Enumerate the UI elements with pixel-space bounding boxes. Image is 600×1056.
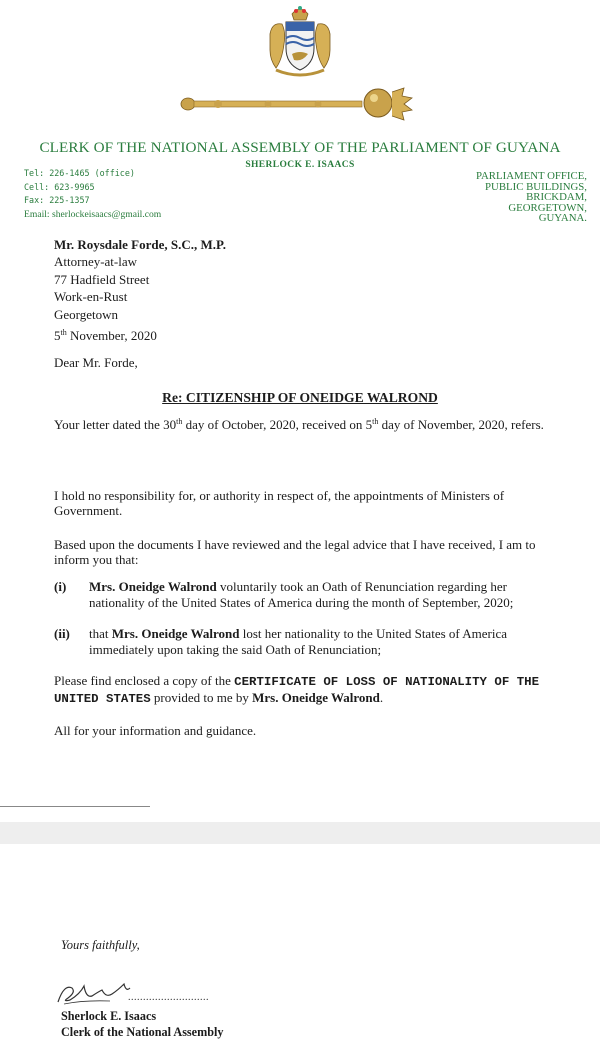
item-number: (i) bbox=[54, 579, 67, 594]
office-line: GUYANA. bbox=[538, 212, 587, 225]
contact-block bbox=[24, 167, 161, 221]
signer-name: Sherlock E. Isaacs bbox=[61, 1009, 157, 1023]
office-line: PUBLIC BUILDINGS, bbox=[485, 180, 587, 193]
ordinal: th bbox=[372, 417, 379, 426]
recipient-line: 77 Hadfield Street bbox=[54, 271, 150, 287]
text-run: that bbox=[89, 626, 112, 641]
page-gap bbox=[0, 822, 600, 844]
paragraph-enclosure bbox=[54, 673, 548, 707]
cell-number: Cell: 623-9965 bbox=[24, 181, 95, 192]
item-number: (ii) bbox=[54, 626, 70, 641]
signature bbox=[54, 974, 134, 1010]
item-text bbox=[89, 626, 549, 657]
office-address bbox=[427, 171, 587, 224]
text-run: lost her nationality to the United States of America immediately upon taking the said Oath of Renunciation; bbox=[89, 626, 508, 657]
person-name: Mrs. Oneidge Walrond bbox=[252, 690, 380, 705]
fax-number: Fax: 225-1357 bbox=[24, 195, 90, 206]
phone-number: Tel: 226-1465 (office) bbox=[24, 168, 135, 178]
letter-date bbox=[54, 328, 157, 344]
office-line: BRICKDAM, bbox=[526, 191, 587, 204]
recipient-line: Attorney-at-law bbox=[54, 254, 138, 270]
letter-page-2 bbox=[0, 844, 600, 1056]
salutation: Dear Mr. Forde, bbox=[54, 355, 138, 370]
paragraph-advice: Based upon the documents I have reviewed and the legal advice that I have received, I am to inform you that: bbox=[54, 537, 536, 567]
item-text bbox=[89, 579, 549, 610]
email-address: Email: sherlockeisaacs@gmail.com bbox=[24, 208, 162, 220]
paragraph-reference bbox=[54, 414, 548, 435]
mace-icon bbox=[178, 84, 414, 124]
assembly-title: CLERK OF THE NATIONAL ASSEMBLY OF THE PARLIAMENT OF GUYANA bbox=[39, 139, 561, 156]
paragraph-closing-note: All for your information and guidance. bbox=[54, 723, 257, 738]
coat-of-arms-icon bbox=[262, 4, 338, 80]
person-name: Mrs. Oneidge Walrond bbox=[111, 626, 240, 641]
recipient-name: Mr. Roysdale Forde, S.C., M.P. bbox=[54, 237, 227, 252]
text-run: day of November, 2020, refers. bbox=[378, 417, 544, 432]
signer-title: Clerk of the National Assembly bbox=[61, 1025, 224, 1039]
page-divider bbox=[0, 806, 150, 807]
date-rest: November, 2020 bbox=[66, 328, 157, 343]
text-run: Your letter dated the 30 bbox=[54, 417, 177, 432]
text-run: provided to me by bbox=[150, 690, 253, 705]
recipient-line: Work-en-Rust bbox=[54, 289, 128, 305]
ordinal: th bbox=[176, 417, 183, 426]
text-run: voluntarily took an Oath of Renunciation regarding her nationality of the United States of America during the month of September, 2020; bbox=[89, 579, 514, 610]
date-ordinal: th bbox=[60, 328, 67, 337]
text-run: . bbox=[379, 690, 384, 705]
date-day: 5 bbox=[54, 328, 61, 343]
office-line: PARLIAMENT OFFICE, bbox=[476, 170, 587, 182]
paragraph-responsibility: I hold no responsibility for, or authority in respect of, the appointments of Ministers of Government. bbox=[54, 488, 505, 518]
office-line: GEORGETOWN, bbox=[508, 201, 587, 214]
subject-line: Re: CITIZENSHIP OF ONEIDGE WALROND bbox=[162, 390, 438, 405]
text-run: Please find enclosed a copy of the bbox=[54, 673, 235, 688]
recipient-address bbox=[54, 236, 226, 323]
clerk-name-header: SHERLOCK E. ISAACS bbox=[245, 160, 355, 170]
signature-line: ........................... bbox=[128, 992, 209, 1003]
certificate-title: CERTIFICATE OF LOSS OF NATIONALITY OF THE UNITED STATES bbox=[54, 675, 539, 706]
recipient-line: Georgetown bbox=[54, 306, 119, 322]
person-name: Mrs. Oneidge Walrond bbox=[89, 579, 217, 594]
closing-phrase: Yours faithfully, bbox=[61, 938, 140, 952]
text-run: day of October, 2020, received on 5 bbox=[182, 417, 373, 432]
